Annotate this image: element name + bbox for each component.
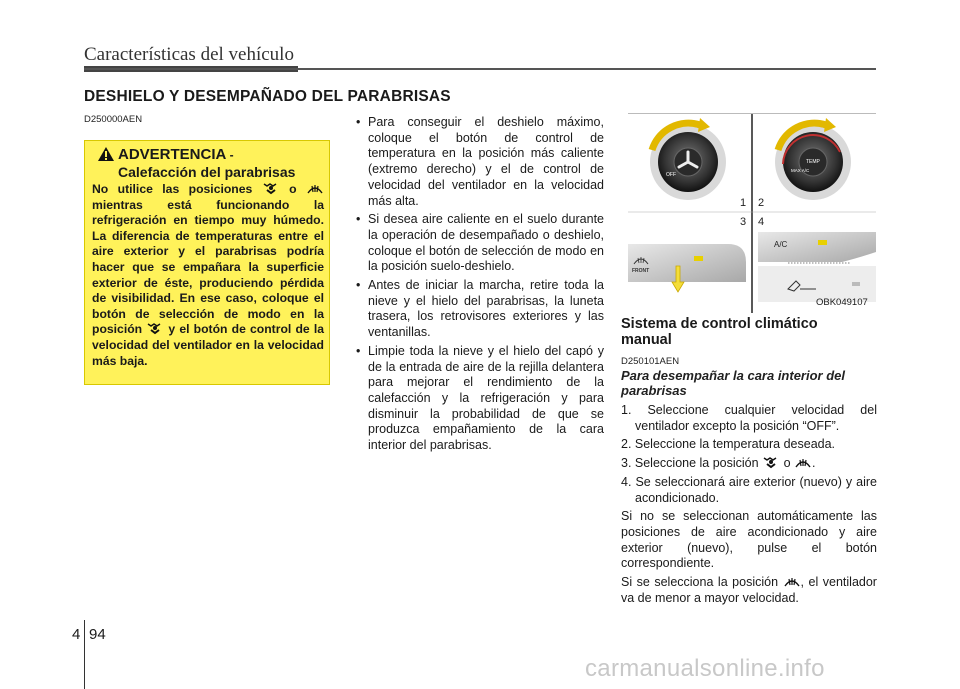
- figure-label-3: 3: [740, 216, 747, 228]
- defrost-icon: [783, 575, 801, 588]
- procedure-title: Para desempañar la cara interior del parabrisas: [621, 368, 845, 398]
- floor-defrost-icon: [762, 456, 780, 469]
- page-header-title: Características del vehículo: [84, 44, 294, 65]
- warning-title: ADVERTENCIA -: [118, 146, 234, 163]
- list-item: • Limpie toda la nieve y el hielo del capó y de la entrada de aire de la rejilla delantera para mejorar el rendimiento de la calefacción y la refrigeración y para disminuir la probabilidad de que se produzca empañamiento de la cara interior del parabrisas.: [354, 344, 604, 454]
- list-item: • Antes de iniciar la marcha, retire toda la nieve y el hielo del parabrisas, la luneta trasera, los retrovisores exteriores y las ventanillas.: [354, 278, 604, 341]
- warning-triangle-icon: [97, 146, 115, 162]
- climate-control-figure: [628, 113, 876, 313]
- ac-label: A/C: [774, 240, 788, 249]
- paragraph-fan-speed: Si se selecciona la posición , el ventilador va de menor a mayor velocidad.: [621, 575, 877, 605]
- figure-label-2: 2: [758, 197, 765, 209]
- subsection-title: Sistema de control climático manual: [621, 316, 818, 348]
- defrost-icon: [306, 182, 324, 195]
- chapter-number: 4: [72, 626, 81, 643]
- fan-speed-knob: [650, 118, 726, 200]
- floor-defrost-icon: [262, 182, 280, 195]
- floor-defrost-icon: [146, 322, 164, 335]
- section-code: D250000AEN: [84, 114, 143, 125]
- paragraph-auto-select: Si no se seleccionan automáticamente las posiciones de aire acondicionado y aire exterior (nuevo), pulse el botón correspondiente.: [621, 509, 877, 571]
- step-2: 2. Seleccione la temperatura deseada.: [621, 437, 836, 452]
- step-1: 1. Seleccione cualquier velocidad del ventilador excepto la posición “OFF”.: [621, 403, 877, 433]
- warning-subtitle: Calefacción del parabrisas: [118, 164, 296, 180]
- step-4: 4. Se seleccionará aire exterior (nuevo) y aire acondicionado.: [621, 474, 877, 505]
- footer-divider: [84, 620, 85, 689]
- knob-off-label: OFF: [666, 172, 676, 178]
- bullet-list: [354, 115, 604, 457]
- section-title: DESHIELO Y DESEMPAÑADO DEL PARABRISAS: [84, 88, 451, 105]
- list-item: • Si desea aire caliente en el suelo durante la operación de desempañado o deshielo, coloque el botón de selección de modo en la posición suelo-deshielo.: [354, 212, 604, 275]
- page-number: 94: [89, 626, 106, 643]
- list-item: • Para conseguir el deshielo máximo, coloque el botón de control de temperatura en la posición más caliente (extremo derecho) y el de control de velocidad del ventilador en la velocidad más alta.: [354, 115, 604, 209]
- defrost-icon: [794, 456, 812, 469]
- figure-code: OBK049107: [816, 297, 868, 308]
- figure-label-4: 4: [758, 216, 765, 228]
- knob-temp-label: TEMP: [806, 159, 820, 165]
- watermark: carmanualsonline.info: [585, 655, 825, 682]
- procedure-body: [621, 403, 877, 609]
- front-label: FRONT: [632, 268, 650, 274]
- step-3: 3. Seleccione la posición o .: [621, 456, 816, 471]
- header-rule: [84, 68, 876, 70]
- subsection-code: D250101AEN: [621, 356, 680, 367]
- figure-label-1: 1: [740, 197, 747, 209]
- knob-max-label: MAX A/C: [791, 168, 810, 173]
- warning-text: No utilice las posiciones o mientras está funcionando la refrigeración en tiempo muy húmedo. La diferencia de temperaturas entre el aire exterior y el parabrisas podría hacer que se empañara la superficie exterior de éste, produciendo pérdida de visibilidad. En ese caso, coloque el botón de selección de modo en la posición y el botón de control de la velocidad del ventilador en la velocidad más baja.: [92, 182, 324, 368]
